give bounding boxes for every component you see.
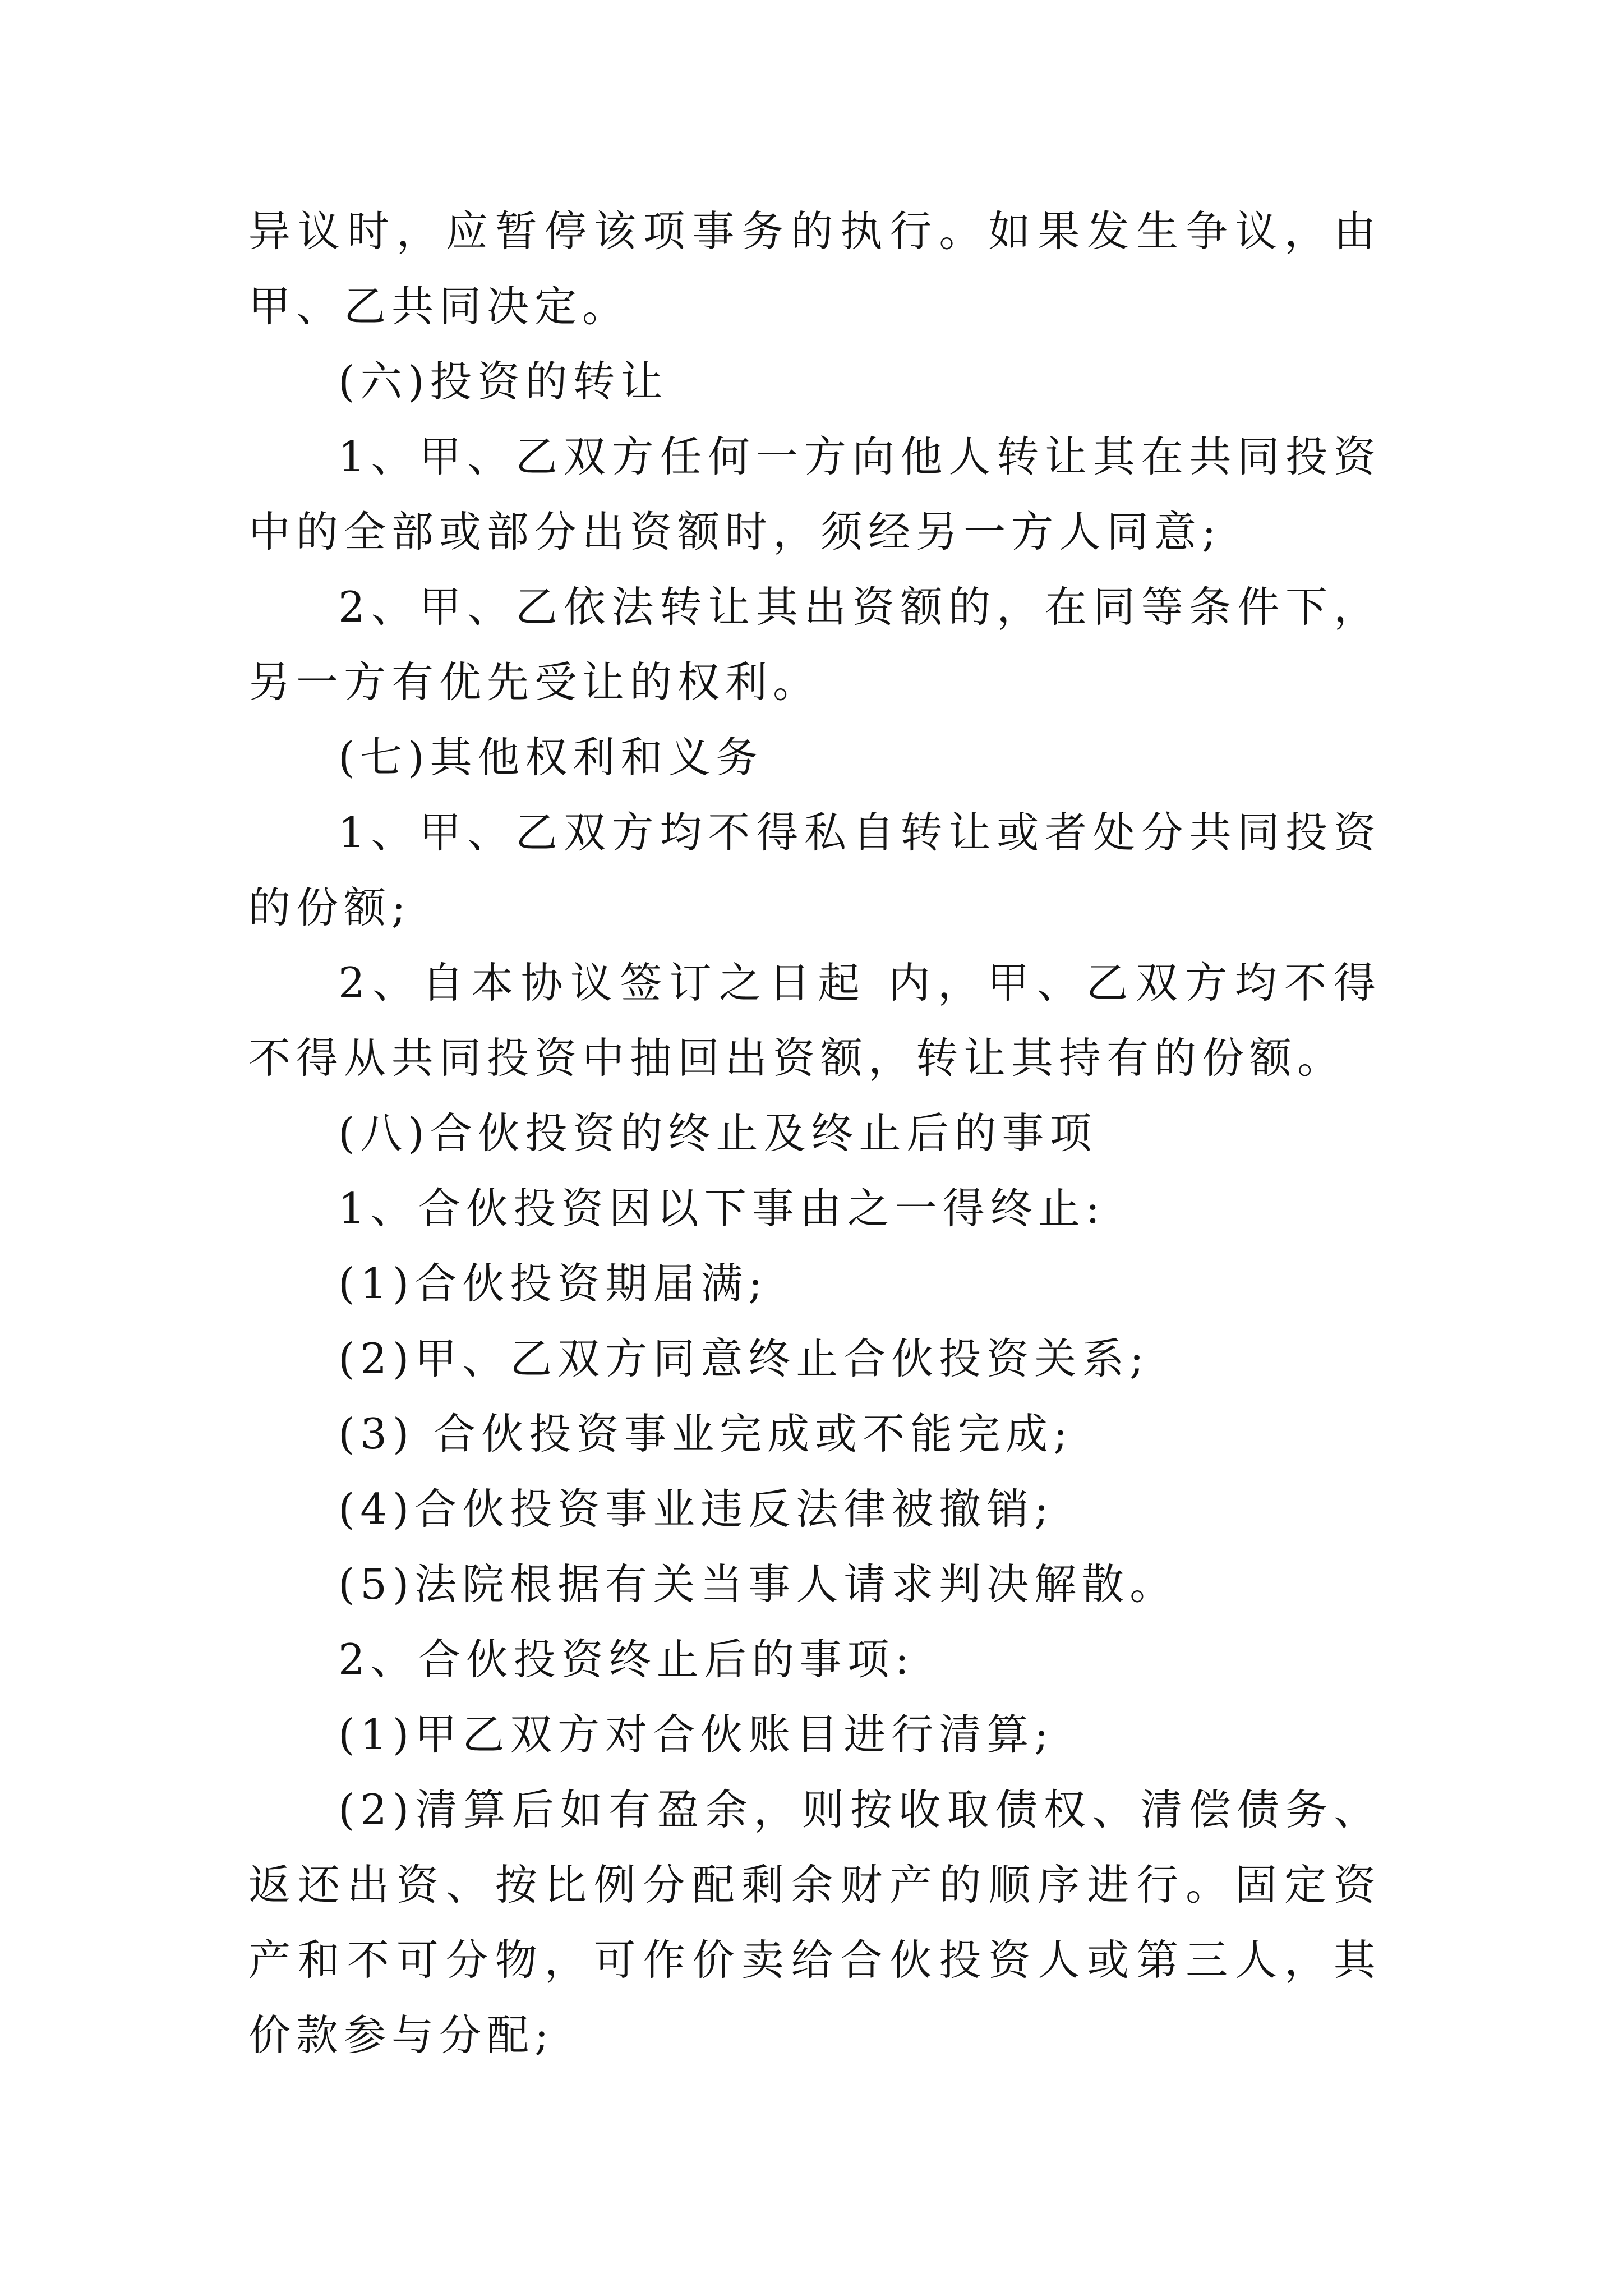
list-item-completion: (3) 合伙投资事业完成或不能完成; [338,1409,1073,1458]
list-item-term-expiry: (1)合伙投资期届满; [338,1259,768,1308]
document-body [248,194,1381,2073]
list-item-account-clearing: (1)甲乙双方对合伙账目进行清算; [338,1710,1054,1759]
paragraph-post-termination: 2、合伙投资终止后的事项: [338,1635,915,1684]
paragraph-transfer-priority: 2、甲、乙依法转让其出资额的，在同等条件下，另一方有优先受让的权利。 [248,582,1381,707]
list-item-court-dissolution: (5)法院根据有关当事人请求判决解散。 [338,1559,1178,1609]
paragraph-no-withdrawal: 2、自本协议签订之日起 内，甲、乙双方均不得不得从共同投资中抽回出资额，转让其持有的份额。 [248,958,1381,1083]
paragraph-termination-causes: 1、合伙投资因以下事由之一得终止: [338,1184,1105,1233]
section-heading-termination: (八)合伙投资的终止及终止后的事项 [338,1108,1098,1158]
list-item-mutual-agreement: (2)甲、乙双方同意终止合伙投资关系; [338,1334,1150,1383]
paragraph-dispute-clause: 异议时，应暂停该项事务的执行。如果发生争议，由甲、乙共同决定。 [248,206,1381,331]
section-heading-transfer: (六)投资的转让 [338,357,668,406]
section-heading-other-rights: (七)其他权利和义务 [338,733,764,782]
paragraph-transfer-consent: 1、甲、乙双方任何一方向他人转让其在共同投资中的全部或部分出资额时，须经另一方人同意; [248,432,1381,556]
paragraph-no-private-transfer: 1、甲、乙双方均不得私自转让或者处分共同投资的份额; [248,808,1381,932]
list-item-illegal-revocation: (4)合伙投资事业违反法律被撤销; [338,1484,1054,1534]
list-item-surplus-distribution: (2)清算后如有盈余，则按收取债权、清偿债务、返还出资、按比例分配剩余财产的顺序进行。固定资产和不可分物，可作价卖给合伙投资人或第三人，其价款参与分配; [248,1785,1381,2060]
